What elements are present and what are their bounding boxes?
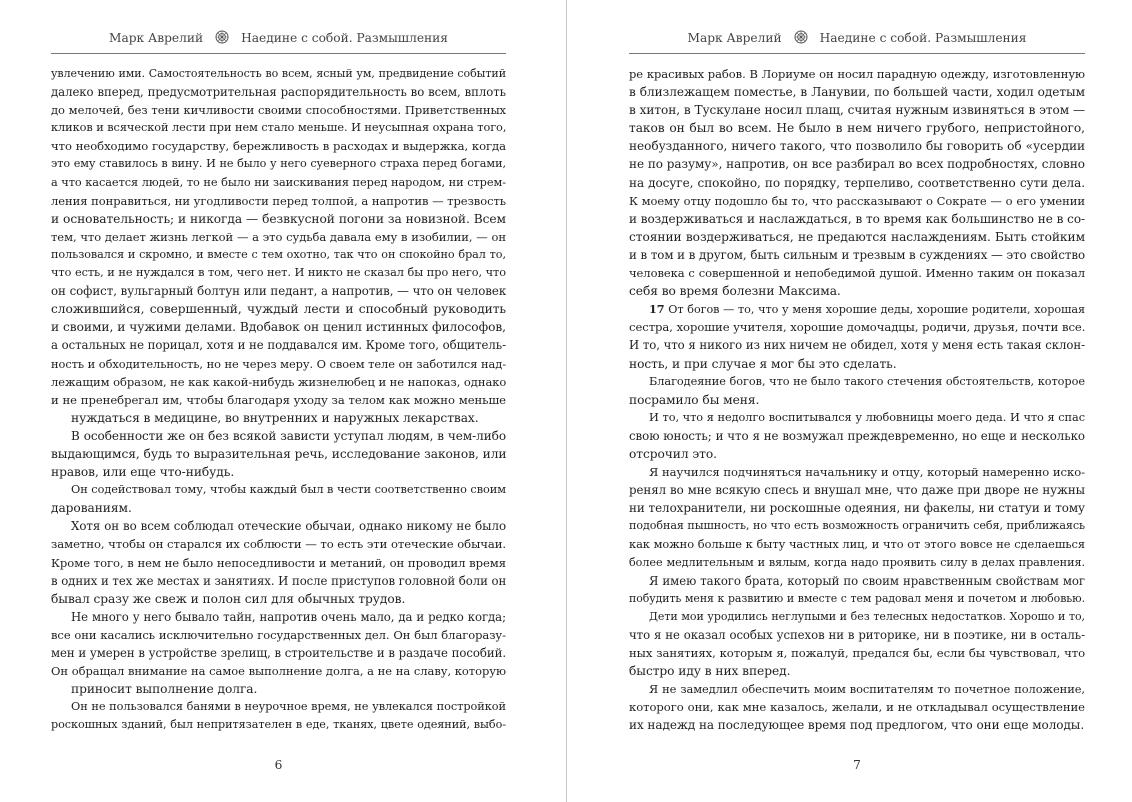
text-line (629, 155, 1085, 173)
text-line (629, 409, 1085, 427)
text-line (629, 427, 1085, 445)
text-line-content: ления понравиться, ни угодливости перед толпой, а напротив — трезвость (51, 193, 506, 208)
text-line-content: Я имею такого брата, который по своим нравственным свойствам мог (649, 573, 1085, 588)
text-line-content: быстро иду в них вперед. (629, 664, 791, 679)
text-line (51, 373, 506, 391)
text-line (51, 409, 506, 427)
text-line (629, 101, 1085, 119)
section-number: 17 (649, 302, 665, 317)
text-line-content: Он содействовал тому, чтобы каждый был в чести соответственно своим (71, 483, 506, 497)
text-line (51, 391, 506, 409)
text-line-content: на досуге, спокойно, по порядку, терпеливо, соответственно сути дела. (629, 175, 1085, 190)
running-head-author: Марк Аврелий (687, 31, 782, 45)
text-line (51, 662, 506, 680)
text-line-content: ре красивых рабов. В Лориуме он носил парадную одежду, изготовленную (629, 67, 1085, 81)
text-line-content: в близлежащем поместье, в Ланувии, по большей части, ходил одетым (629, 85, 1085, 100)
text-line-content: От богов — то, что у меня хорошие деды, хорошие родители, хорошая (668, 303, 1085, 317)
text-line-content: Он не пользовался банями в неурочное время, не увлекался постройкой (71, 700, 506, 714)
text-line-content: это ему ставилось в вину. И не было у него суеверного страха перед богами, (51, 157, 506, 171)
text-line-content: человека с совершенной и непобедимой душой. Именно таким он показал (629, 266, 1085, 281)
running-head-title: Наедине с собой. Размышления (241, 31, 448, 45)
text-line-content: тем, что делает жизнь легкой — а это судьба давала ему в изобилии, — он (51, 229, 506, 244)
right-page (629, 0, 1085, 802)
page-number: 7 (853, 758, 861, 772)
text-line (629, 137, 1085, 155)
text-line (51, 499, 506, 517)
text-line-content: далеко вперед, предусмотрительная распорядительность во всем, вплоть (51, 85, 506, 100)
text-line-content: кликов и всяческой лести при нем стало меньше. И неусыпная охрана того, (51, 121, 507, 135)
text-line-content: роскошных зданий, был непритязателен в еде, тканях, цвете одеяний, выбо- (51, 718, 506, 732)
text-line (629, 264, 1085, 282)
text-line-content: И то, что я никого из них ничем не обидел, хотя у меня есть такая склон- (629, 338, 1085, 353)
text-line-content: а остальных не порицал, хотя и не поддавался им. Кроме того, общитель- (51, 338, 506, 353)
text-line-content: и основательность; и никогда — безвкусной погони за новизной. Всем (51, 211, 506, 226)
text-line-content: подобная пышность, но что есть возможность ограничить себя, приближаясь (629, 519, 1085, 533)
text-line (629, 192, 1085, 210)
text-line-content: В особенности же он без всякой зависти уступал людям, в чем-либо (71, 428, 506, 443)
text-line (629, 644, 1085, 662)
text-line-content: И то, что я недолго воспитывался у любовницы моего деда. И что я спас (649, 410, 1085, 424)
text-line (629, 481, 1085, 499)
text-line (629, 246, 1085, 264)
text-line-content: ни телохранители, ни роскошные одеяния, ни факелы, ни статуи и тому (629, 501, 1085, 516)
text-line-content: необузданного, ничего такого, что позволило бы говорить об «усердии (629, 139, 1085, 154)
text-line (629, 336, 1085, 354)
text-line-content: более медлительным и вялым, когда надо проявить силу в делах правления. (629, 555, 1085, 569)
left-page (51, 0, 506, 802)
text-line-content: бывал сразу же свеж и полон сил для обычных трудов. (51, 591, 406, 606)
text-line-content: что я не оказал особых успехов ни в риторике, ни в поэтике, ни в осталь- (629, 627, 1085, 642)
header-rule (629, 53, 1085, 54)
text-line-content: нравов, или еще что-нибудь. (51, 465, 235, 480)
text-line (51, 192, 506, 210)
text-line-content: которого они, как мне казалось, желали, и не откладывал осуществление (629, 700, 1085, 715)
text-line (629, 300, 1085, 318)
page-number: 6 (274, 758, 283, 772)
text-line (51, 155, 506, 173)
text-line (51, 336, 506, 354)
text-line (629, 119, 1085, 137)
text-line-content: себя во время болезни Максима. (629, 284, 841, 299)
text-line-content: Кроме того, в нем не было непоседливости и метаний, он проводил время (51, 555, 506, 570)
running-head-author: Марк Аврелий (108, 31, 204, 45)
text-line (51, 590, 506, 608)
text-line (629, 65, 1085, 83)
text-line (51, 83, 506, 101)
text-line-content: выдающимся, будь то выразительная речь, исследование законов, или (51, 446, 507, 461)
running-head-left (51, 30, 506, 45)
rosette-ornament-icon (794, 30, 808, 44)
text-line-content: и своими, и чужими делами. Вдобавок он ценил истинных философов, (51, 320, 506, 335)
text-line-content: ных занятиях, которым я, пожалуй, предался бы, если бы чувствовал, что (629, 646, 1085, 660)
text-line-content: что есть, и не нуждался в том, чего нет. И никто не сказал бы про него, что (51, 266, 506, 280)
text-line (51, 644, 506, 662)
text-line-content: посрамило бы меня. (629, 392, 760, 407)
text-line-content: не по разуму», напротив, он все разбирал во всех подробностях, словно (629, 157, 1085, 172)
text-line (51, 445, 506, 463)
text-line-content: таков он был во всем. Не было в нем ничего грубого, непристойного, (629, 121, 1085, 136)
text-line (51, 463, 506, 481)
text-line-content: и не пренебрегал им, чтобы благодаря уходу за телом как можно меньше (51, 392, 506, 407)
text-line (629, 535, 1085, 553)
rosette-ornament-icon (215, 30, 229, 44)
text-line-content: нуждаться в медицине, во внутренних и наружных лекарствах. (71, 410, 479, 425)
text-line (629, 445, 1085, 463)
text-line (51, 101, 506, 119)
text-line (51, 282, 506, 300)
text-line (51, 210, 506, 228)
text-line (51, 481, 506, 499)
text-line-content: что необходимо государству, бережливость в расходах и выдержка, когда (51, 139, 506, 154)
text-line (629, 590, 1085, 608)
text-line-content: все они касались исключительно государственных дел. Он был благоразу- (51, 627, 506, 642)
text-line (629, 391, 1085, 409)
text-line (51, 65, 506, 83)
text-line (629, 698, 1085, 716)
text-line (51, 698, 506, 716)
text-line-content: сестра, хорошие учителя, хорошие домочадцы, родичи, друзья, почти все. (629, 320, 1086, 335)
text-line (51, 626, 506, 644)
text-line-content: Хотя он во всем соблюдал отеческие обычаи, однако никому не было (71, 519, 506, 534)
running-head-right (629, 30, 1085, 45)
text-line (51, 228, 506, 246)
text-line (629, 499, 1085, 517)
text-line (51, 517, 506, 535)
text-line-content: стоянии воздерживаться, не предаются наслаждениям. Быть стойким (629, 229, 1085, 244)
text-line-content: Дети мои уродились неглупыми и без телесных недостатков. Хорошо и то, (649, 609, 1085, 623)
text-line-content: а что касается людей, то не было ни заискивания перед народом, ни стрем- (51, 175, 506, 189)
text-line (629, 318, 1085, 336)
text-line (51, 572, 506, 590)
text-line-content: Я научился подчиняться начальнику и отцу, который намеренно иско- (649, 465, 1085, 480)
text-line (51, 535, 506, 553)
text-line-content: в одних и тех же местах и занятиях. И после приступов головной боли он (51, 573, 507, 588)
text-line (629, 517, 1085, 535)
text-line-content: свою юность; и что я не возмужал преждевременно, но еще и несколько (629, 428, 1085, 443)
text-line-content: побудить меня к развитию и вместе с тем радовал меня и почетом и любовью. (629, 591, 1085, 605)
text-line (629, 626, 1085, 644)
text-line (629, 716, 1085, 734)
text-line (51, 119, 506, 137)
text-line-content: и воздерживаться и наслаждаться, в то время как большинство не в со- (629, 211, 1085, 226)
text-line-content: до мелочей, без тени кичливости своими способностями. Приветственных (51, 103, 506, 118)
text-line (51, 174, 506, 192)
text-line-content: Я не замедлил обеспечить моим воспитателям то почетное положение, (649, 682, 1085, 697)
text-line-content: мен и умерен в устройстве зрелищ, в строительстве и в раздаче пособий. (51, 646, 506, 660)
text-line-content: К моему отцу подошло бы то, что рассказывают о Сократе — о его умении (629, 193, 1085, 208)
text-line-content: увлечению ими. Самостоятельность во всем, ясный ум, предвидение событий (51, 67, 506, 80)
book-gutter (566, 0, 567, 802)
text-line (51, 300, 506, 318)
text-line-content: дарованиям. (51, 501, 132, 516)
header-rule (51, 53, 506, 54)
text-line (51, 246, 506, 264)
running-head-title: Наедине с собой. Размышления (819, 31, 1027, 45)
text-line (51, 608, 506, 626)
left-page-text (51, 65, 506, 734)
text-line-content: как можно больше к быту частных лиц, и что от этого вовсе не сделаешься (629, 537, 1085, 552)
text-line-content: приносит выполнение долга. (71, 682, 258, 697)
text-line-content: лежащим образом, не как какой-нибудь жизнелюбец и не напоказ, однако (51, 374, 507, 389)
text-line-content: Не много у него бывало тайн, напротив очень мало, да и редко когда; (71, 609, 506, 624)
text-line (629, 463, 1085, 481)
text-line (629, 662, 1085, 680)
text-line-content: их надежд на последующее время под предлогом, что они еще молоды. (629, 718, 1085, 733)
text-line (629, 282, 1085, 300)
text-line (51, 137, 506, 155)
text-line-content: сложившийся, совершенный, чуждый лести и способный руководить (51, 302, 506, 317)
text-line-content: ность, и при случае я мог бы это сделать. (629, 356, 897, 371)
text-line-content: он софист, вульгарный болтун или педант, а напротив, — что он человек (51, 284, 507, 299)
text-line (629, 228, 1085, 246)
text-line (629, 572, 1085, 590)
text-line (51, 427, 506, 445)
text-line (51, 355, 506, 373)
text-line-content: заметно, чтобы он старался их соблюсти — то есть эти отеческие обычаи. (51, 537, 507, 552)
text-line (629, 355, 1085, 373)
text-line-content: в хитон, в Тускулане носил плащ, считая нужным извиняться в этом — (629, 103, 1085, 118)
text-line-content: пользовался и скромно, и вместе с тем охотно, так что он спокойно брал то, (51, 247, 506, 261)
text-line (51, 318, 506, 336)
text-line-content: ность и обходительность, но не через меру. О своем теле он заботился над- (51, 356, 506, 371)
text-line-content: отсрочил это. (629, 446, 717, 461)
text-line (51, 716, 506, 734)
text-line (51, 680, 506, 698)
text-line-content: и в том и в другом, быть сильным и трезвым в суждениях — это свойство (629, 247, 1085, 262)
text-line (629, 373, 1085, 391)
text-line-content: Благодеяние богов, что не было такого стечения обстоятельств, которое (649, 374, 1085, 388)
text-line (629, 83, 1085, 101)
text-line (629, 174, 1085, 192)
text-line (51, 264, 506, 282)
text-line (629, 210, 1085, 228)
text-line (629, 554, 1085, 572)
text-line-content: ренял во мне всякую спесь и внушал мне, что даже при дворе не нужны (629, 483, 1085, 498)
right-page-text (629, 65, 1085, 734)
text-line (629, 680, 1085, 698)
text-line-content: Он обращал внимание на самое выполнение долга, а не на славу, которую (51, 664, 506, 679)
text-line (629, 608, 1085, 626)
text-line (51, 554, 506, 572)
